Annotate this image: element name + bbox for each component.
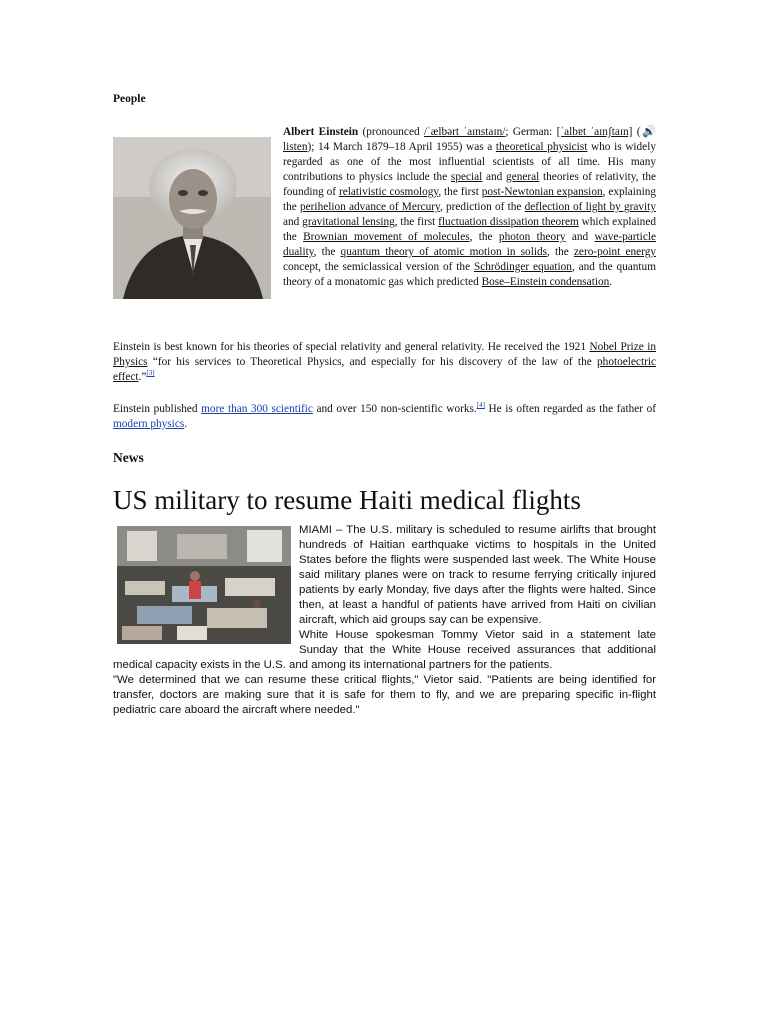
text-run: concept, the semiclassical version of the — [283, 261, 474, 273]
text-run: , the first — [394, 216, 439, 228]
text-run: , the — [469, 231, 499, 243]
text-run: “for his services to Theoretical Physics, and especially for his discovery of the law of the — [147, 356, 598, 368]
link-theoretical-physicist[interactable]: theoretical physicist — [495, 141, 588, 153]
link-photon-theory[interactable]: photon theory — [498, 231, 566, 243]
text-run: ); 14 March 1879–18 April 1955) was a — [307, 141, 496, 153]
link-quantum-theory[interactable]: quantum theory of atomic motion in solids — [340, 246, 548, 258]
text-run: ; German: — [505, 126, 557, 138]
news-article — [113, 523, 656, 718]
link-perihelion[interactable]: perihelion advance of Mercury — [300, 201, 440, 213]
link-relativistic-cosmology[interactable]: relativistic cosmology — [338, 186, 439, 198]
link-zero-point[interactable]: zero-point energy — [573, 246, 657, 258]
text-run: , the — [313, 246, 341, 258]
text-run: theories of relativity, the founding of — [283, 171, 656, 198]
ipa-english-link[interactable]: /ˈælbərt ˈaɪnstaɪn/ — [423, 126, 506, 138]
text-run: , prediction of the — [439, 201, 525, 213]
text-run: , and the quantum theory of a monatomic gas which predicted — [283, 261, 656, 288]
link-nobel-prize[interactable]: Nobel Prize in Physics — [113, 341, 656, 368]
reference-3[interactable]: [3] — [146, 369, 155, 378]
text-run: , the first — [438, 186, 482, 198]
text-run: He is often regarded as the father of — [484, 403, 657, 415]
reference-4[interactable]: [4] — [476, 401, 485, 410]
news-headline: US military to resume Haiti medical flights — [113, 485, 581, 515]
text-run: ( — [632, 126, 641, 138]
text-run: , the — [547, 246, 574, 258]
link-fluctuation[interactable]: fluctuation dissipation theorem — [438, 216, 579, 228]
text-run: and — [565, 231, 595, 243]
section-heading-news: News — [113, 450, 144, 465]
link-modern-physics[interactable]: modern physics — [113, 418, 185, 430]
text-run: Einstein published — [113, 403, 202, 415]
link-gravitational-lensing[interactable]: gravitational lensing — [302, 216, 395, 228]
link-general[interactable]: general — [506, 171, 540, 183]
link-post-newtonian[interactable]: post-Newtonian expansion — [481, 186, 603, 198]
text-run: . — [609, 276, 613, 288]
link-schrodinger[interactable]: Schrödinger equation — [473, 261, 572, 273]
link-deflection[interactable]: deflection of light by gravity — [524, 201, 656, 213]
text-run: (pronounced — [362, 126, 424, 138]
news-paragraph-3: "We determined that we can resume these critical flights," Vietor said. "Patients are being identified for transfer, doctors are making sure that it is safe for them to fly, and we are preparing specific in-flight pediatric care aboard the aircraft where needed." — [113, 674, 656, 716]
text-run: who is widely regarded as one of the most influential scientists of all time. His many contributions to physics include the — [283, 141, 656, 183]
link-more-than-300[interactable]: more than 300 scientific — [201, 403, 313, 415]
text-run: Einstein is best known for his theories of special relativity and general relativity. He received the 1921 — [113, 341, 590, 353]
einstein-portrait-image — [113, 137, 271, 299]
link-special[interactable]: special — [450, 171, 483, 183]
speaker-icon[interactable]: 🔊 — [640, 126, 657, 138]
section-heading-people: People — [113, 93, 146, 105]
haiti-hospital-photo — [117, 526, 291, 644]
einstein-paragraph — [113, 125, 656, 303]
text-run: .” — [138, 371, 147, 383]
text-run: and — [283, 216, 303, 228]
link-brownian[interactable]: Brownian movement of molecules — [303, 231, 470, 243]
news-paragraph-1: MIAMI – The U.S. military is scheduled to resume airlifts that brought hundreds of Haitian earthquake victims to hospitals in the United States before the flights were suspended last week. The White House said military planes were on track to resume ferrying critically injured patients by early Monday, five days after the flights were halted. Since then, at least a handful of patients have arrived from Haiti on civilian aircraft, which aid groups say can be expensive. — [299, 524, 656, 626]
text-run: which explained the — [283, 216, 656, 243]
text-run: and — [482, 171, 507, 183]
text-run: . — [184, 418, 188, 430]
einstein-known-paragraph — [113, 340, 656, 385]
einstein-name: Albert Einstein — [283, 126, 359, 138]
text-run: , explaining the — [283, 186, 657, 213]
ipa-german-link[interactable]: [ˈalbɐt ˈaɪnʃtaɪn] — [556, 126, 633, 138]
news-paragraph-2: White House spokesman Tommy Vietor said in a statement late Sunday that the White House received assurances that additional medical capacity exists in the U.S. and among its international partners for the patients. — [113, 629, 656, 671]
listen-link[interactable]: listen — [283, 141, 308, 153]
link-photoelectric-effect[interactable]: photoelectric effect — [113, 356, 656, 383]
text-run: and over 150 non-scientific works. — [312, 403, 477, 415]
einstein-published-paragraph — [113, 402, 656, 432]
link-wave-particle[interactable]: wave-particle duality — [283, 231, 656, 258]
link-bose-einstein[interactable]: Bose–Einstein condensation — [481, 276, 610, 288]
